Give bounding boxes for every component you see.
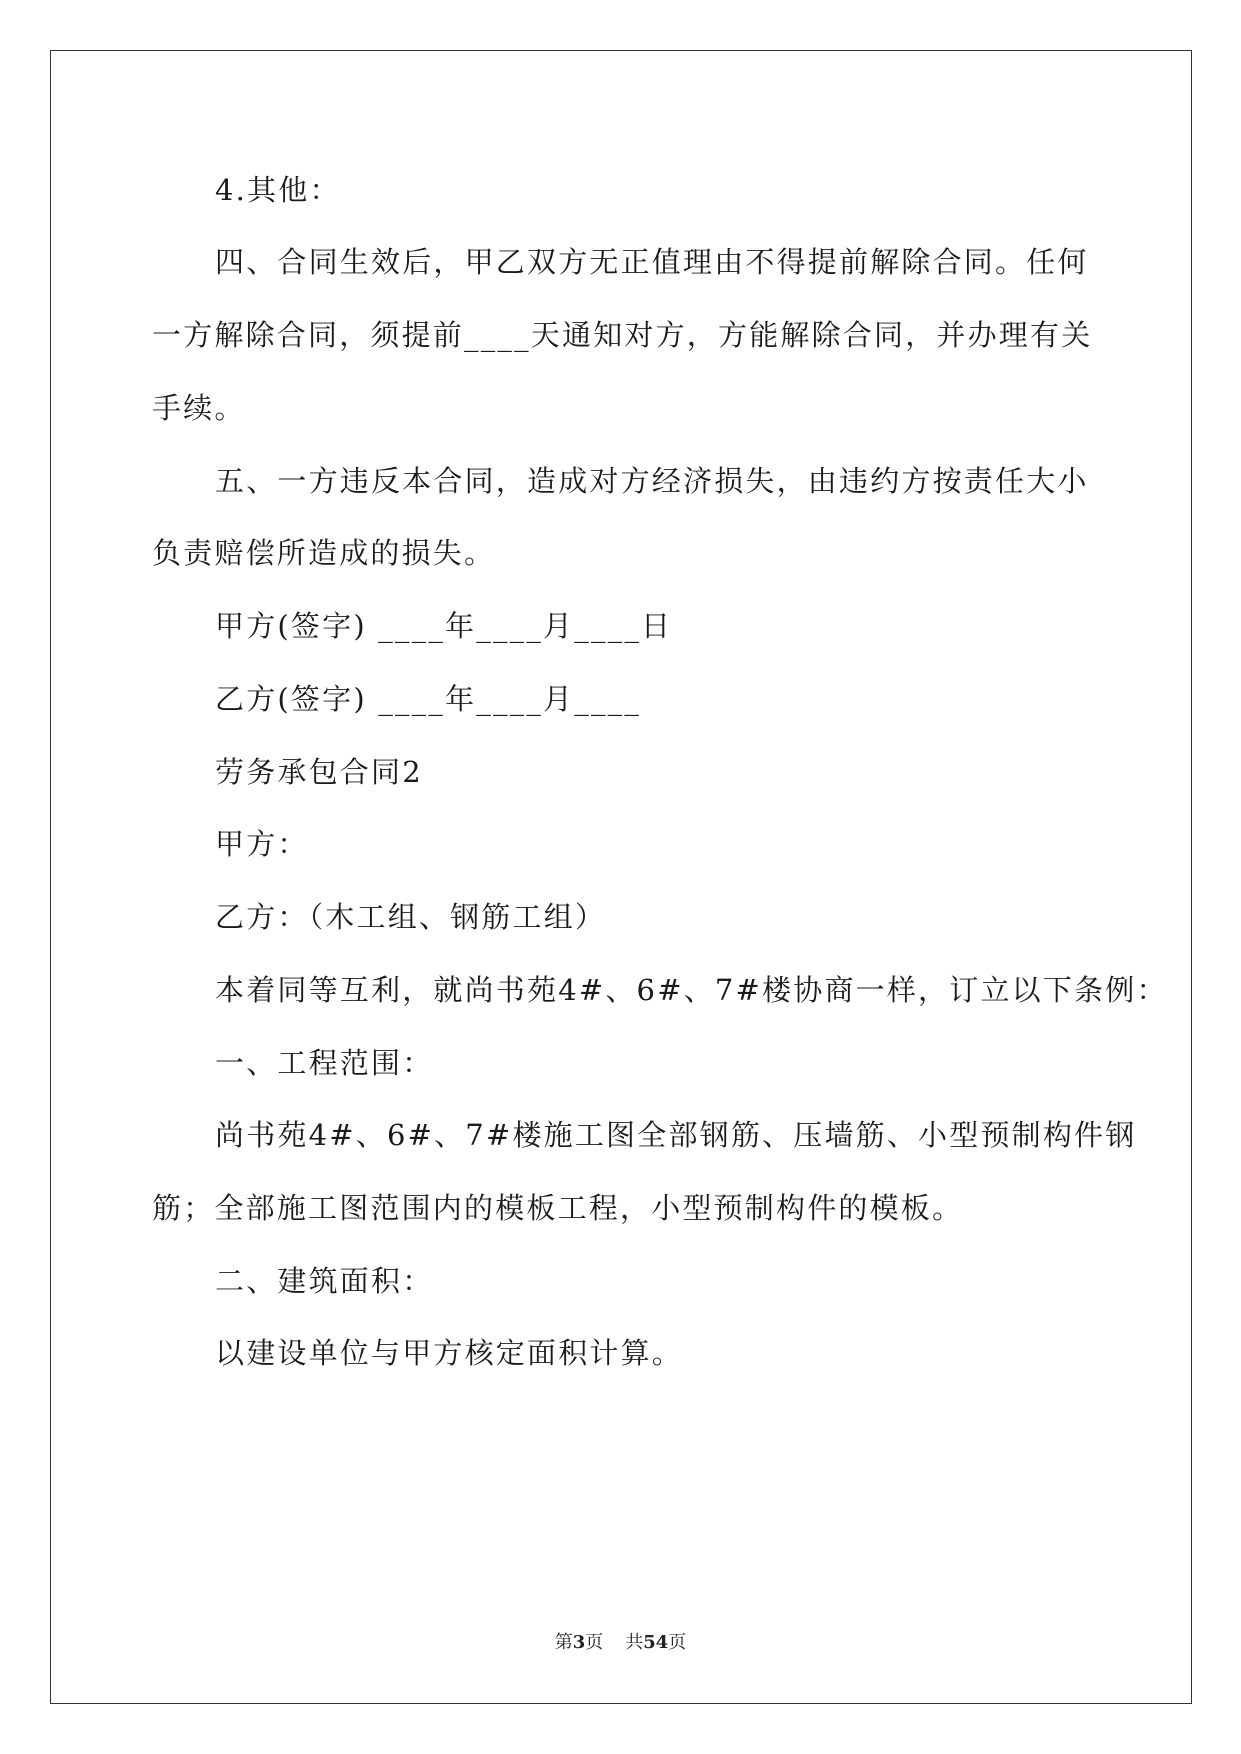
text-line: 4.其他：: [215, 173, 341, 207]
current-page-number: 3: [572, 1632, 586, 1653]
text-line: 负责赔偿所造成的损失。: [152, 536, 496, 570]
text-line: 手续。: [152, 391, 246, 425]
page-label-suffix: 页: [585, 1632, 604, 1653]
text-line: 乙方：（木工组、钢筋工组）: [215, 900, 607, 934]
total-label-suffix: 页: [668, 1632, 687, 1653]
page-footer: [0, 1631, 1241, 1655]
text-line: 一、工程范围：: [215, 1046, 434, 1080]
total-label-prefix: 共: [625, 1632, 644, 1653]
text-line: 劳务承包合同2: [215, 755, 423, 789]
text-line: 尚书苑4#、6#、7#楼施工图全部钢筋、压墙筋、小型预制构件钢: [215, 1118, 1137, 1152]
text-line: 乙方(签字) ____年____月____: [215, 682, 642, 716]
page-label-prefix: 第: [554, 1632, 573, 1653]
text-line: 五、一方违反本合同，造成对方经济损失，由违约方按责任大小: [215, 464, 1089, 498]
text-line: 二、建筑面积：: [215, 1264, 434, 1298]
text-line: 甲方(签字) ____年____月____日: [215, 609, 673, 643]
text-line: 以建设单位与甲方核定面积计算。: [215, 1336, 684, 1370]
text-line: 一方解除合同，须提前____天通知对方，方能解除合同，并办理有关: [152, 318, 1093, 352]
page-frame: [50, 50, 1192, 1704]
text-line: 四、合同生效后，甲乙双方无正值理由不得提前解除合同。任何: [215, 245, 1089, 279]
text-line: 本着同等互利，就尚书苑4#、6#、7#楼协商一样，订立以下条例：: [215, 973, 1168, 1007]
text-line: 筋；全部施工图范围内的模板工程，小型预制构件的模板。: [152, 1191, 964, 1225]
total-page-number: 54: [643, 1632, 669, 1653]
text-line: 甲方：: [215, 827, 309, 861]
